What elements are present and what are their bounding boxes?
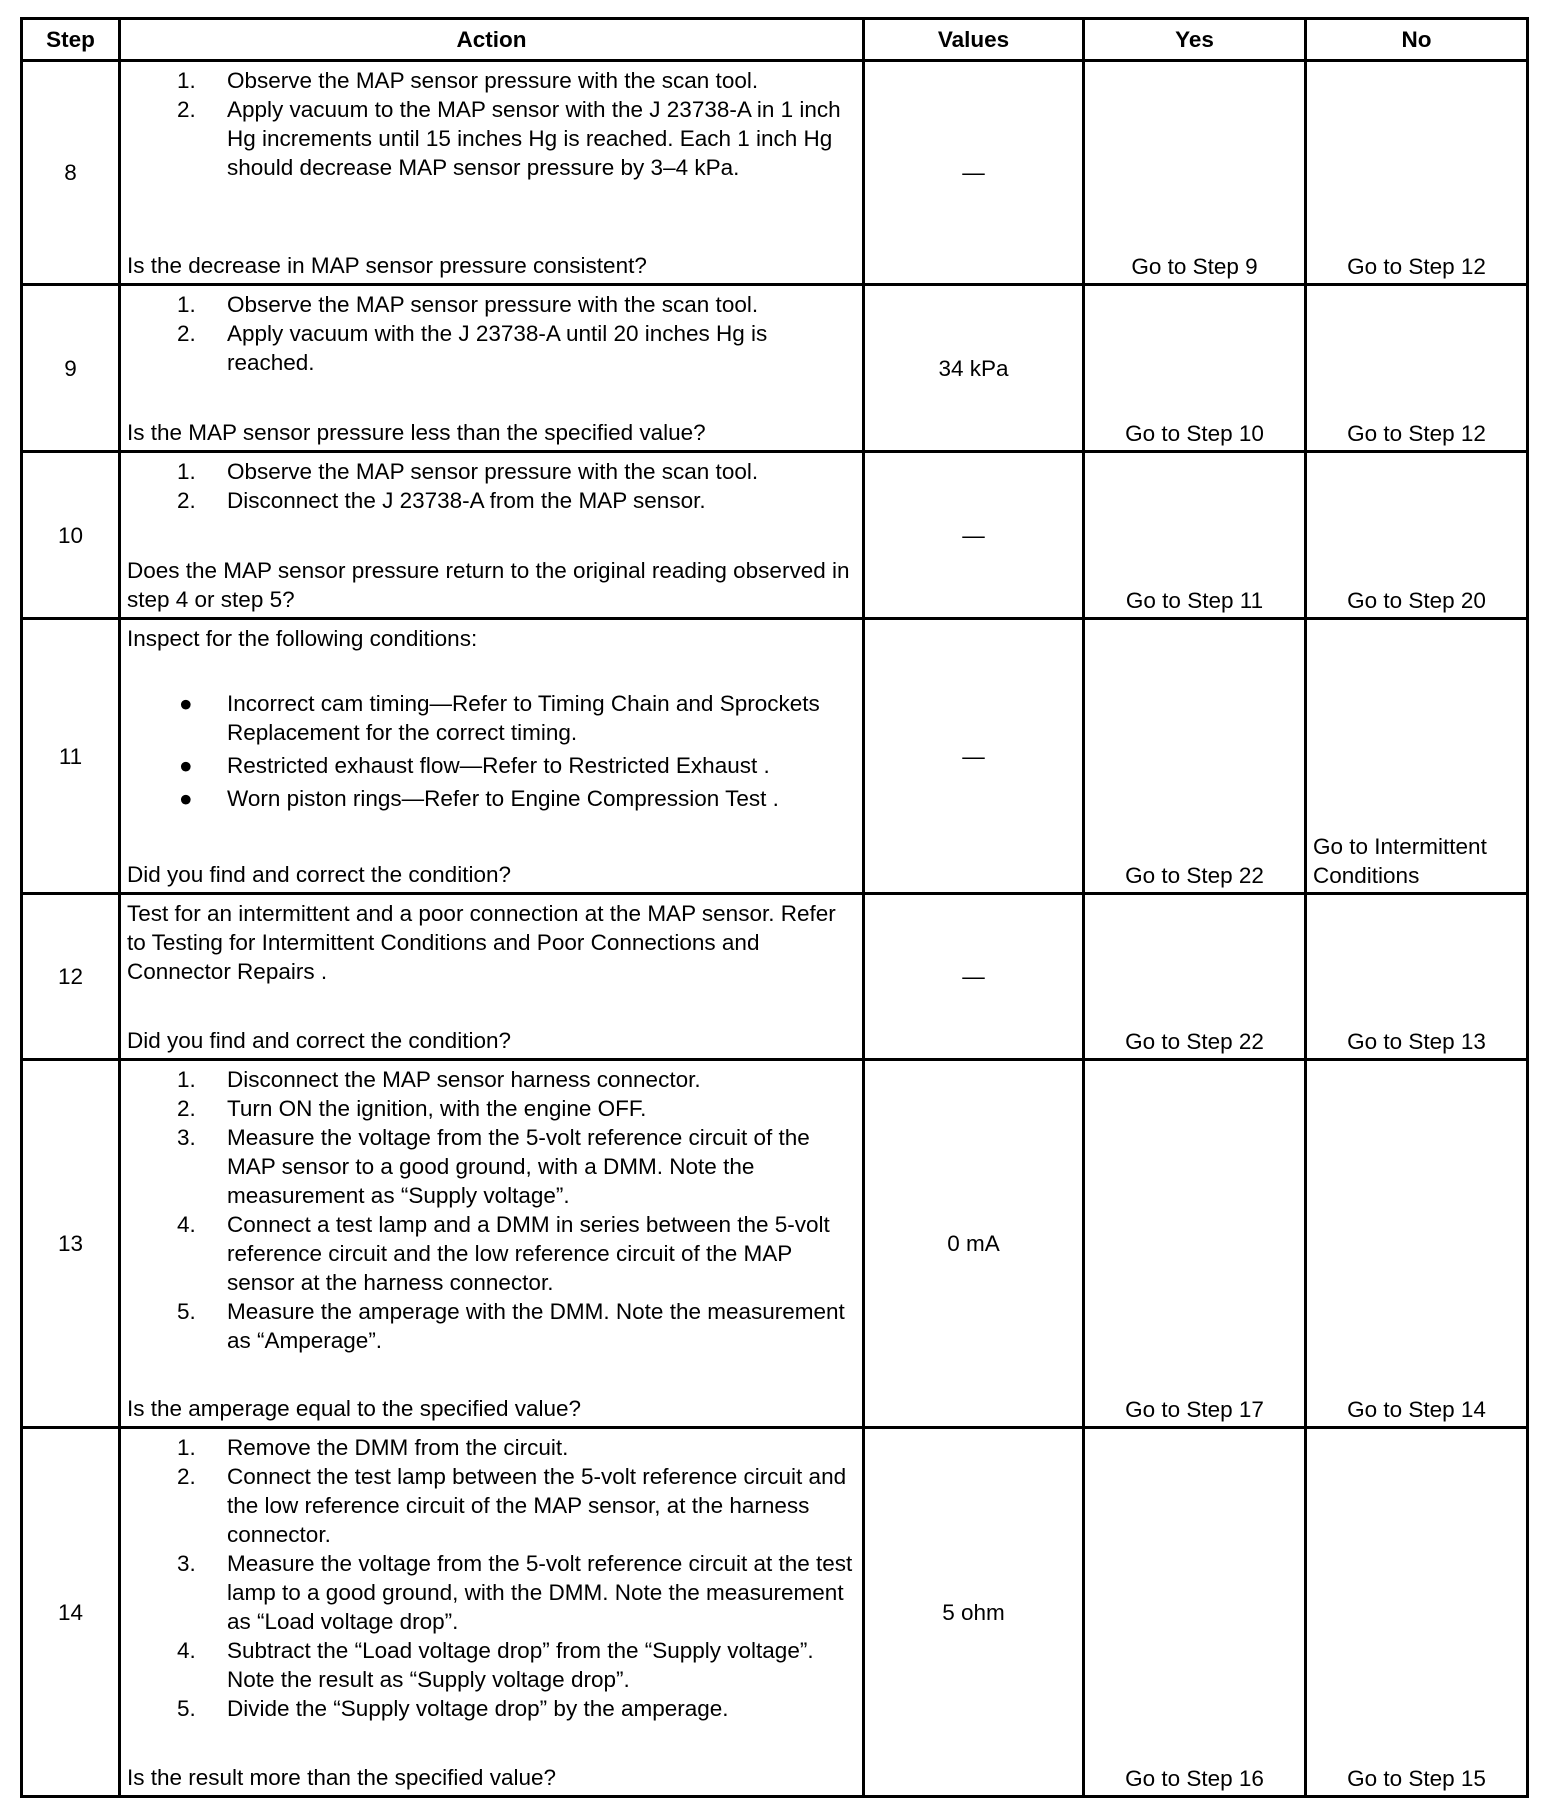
value-cell: — <box>864 452 1084 619</box>
yes-cell: Go to Step 17 <box>1084 1060 1306 1428</box>
action-question: Is the amperage equal to the specified value? <box>127 1396 582 1421</box>
yes-cell: Go to Step 10 <box>1084 285 1306 452</box>
table-row <box>22 452 1528 619</box>
action-text: Test for an intermittent and a poor connection at the MAP sensor. Refer to Testing for Intermittent Conditions and Poor Connections and Connector Repairs . <box>127 901 836 984</box>
list-item: 2. Apply vacuum with the J 23738-A until 20 inches Hg is reached. <box>177 321 768 375</box>
list-item: 4. Subtract the “Load voltage drop” from the “Supply voltage”. Note the result as “Supply voltage drop”. <box>177 1638 814 1692</box>
step-number: 8 <box>22 61 120 285</box>
action-question: Did you find and correct the condition? <box>127 1028 511 1053</box>
header-yes: Yes <box>1084 19 1306 61</box>
action-steps <box>127 66 854 182</box>
step-number: 11 <box>22 619 120 894</box>
no-cell: Go to Step 12 <box>1306 285 1528 452</box>
list-item: 1. Disconnect the MAP sensor harness connector. <box>177 1067 701 1092</box>
list-item: 1. Observe the MAP sensor pressure with the scan tool. <box>177 292 759 317</box>
table-row <box>22 1428 1528 1797</box>
list-item: 2. Turn ON the ignition, with the engine OFF. <box>177 1096 647 1121</box>
action-intro: Inspect for the following conditions: <box>127 626 478 651</box>
action-cell <box>120 61 864 285</box>
value-cell: — <box>864 894 1084 1060</box>
list-item: ● Incorrect cam timing—Refer to Timing Chain and Sprockets Replacement for the correct timing. <box>179 691 820 745</box>
list-item: ● Restricted exhaust flow—Refer to Restricted Exhaust . <box>179 753 770 778</box>
action-cell <box>120 1428 864 1797</box>
list-item: 5. Measure the amperage with the DMM. Note the measurement as “Amperage”. <box>177 1299 845 1353</box>
header-no: No <box>1306 19 1528 61</box>
yes-cell: Go to Step 9 <box>1084 61 1306 285</box>
table-row <box>22 894 1528 1060</box>
value-cell: — <box>864 619 1084 894</box>
list-item: 3. Measure the voltage from the 5-volt reference circuit of the MAP sensor to a good ground, with a DMM. Note the measurement as “Supply voltage”. <box>177 1125 810 1208</box>
header-step: Step <box>22 19 120 61</box>
action-cell <box>120 1060 864 1428</box>
value-cell: 34 kPa <box>864 285 1084 452</box>
header-row <box>22 19 1528 61</box>
value-cell: 0 mA <box>864 1060 1084 1428</box>
list-item: 2. Disconnect the J 23738-A from the MAP sensor. <box>177 488 706 513</box>
list-item: 5. Divide the “Supply voltage drop” by the amperage. <box>177 1696 729 1721</box>
action-cell <box>120 619 864 894</box>
no-cell: Go to Step 12 <box>1306 61 1528 285</box>
table-row <box>22 619 1528 894</box>
list-item: 1. Observe the MAP sensor pressure with the scan tool. <box>177 68 759 93</box>
action-cell <box>120 285 864 452</box>
action-cell <box>120 452 864 619</box>
step-number: 10 <box>22 452 120 619</box>
action-question: Does the MAP sensor pressure return to the original reading observed in step 4 or step 5? <box>127 558 850 612</box>
action-question: Is the MAP sensor pressure less than the specified value? <box>127 420 706 445</box>
step-number: 14 <box>22 1428 120 1797</box>
action-steps <box>127 1433 854 1723</box>
list-item: 4. Connect a test lamp and a DMM in series between the 5-volt reference circuit and the low reference circuit of the MAP sensor at the harness connector. <box>177 1212 830 1295</box>
list-item: 2. Apply vacuum to the MAP sensor with the J 23738-A in 1 inch Hg increments until 15 inches Hg is reached. Each 1 inch Hg should decrease MAP sensor pressure by 3–4 kPa. <box>177 97 841 180</box>
condition-list <box>127 689 854 813</box>
header-action: Action <box>120 19 864 61</box>
yes-cell: Go to Step 22 <box>1084 619 1306 894</box>
action-cell <box>120 894 864 1060</box>
step-number: 13 <box>22 1060 120 1428</box>
step-number: 12 <box>22 894 120 1060</box>
no-cell: Go to Intermittent Conditions <box>1306 619 1528 894</box>
header-values: Values <box>864 19 1084 61</box>
yes-cell: Go to Step 22 <box>1084 894 1306 1060</box>
table-row <box>22 285 1528 452</box>
table-row <box>22 61 1528 285</box>
value-cell: 5 ohm <box>864 1428 1084 1797</box>
list-item: 3. Measure the voltage from the 5-volt reference circuit at the test lamp to a good ground, with the DMM. Note the measurement as “Load voltage drop”. <box>177 1551 853 1634</box>
yes-cell: Go to Step 16 <box>1084 1428 1306 1797</box>
yes-cell: Go to Step 11 <box>1084 452 1306 619</box>
action-question: Is the result more than the specified value? <box>127 1765 556 1790</box>
list-item: 2. Connect the test lamp between the 5-volt reference circuit and the low reference circuit of the MAP sensor, at the harness connector. <box>177 1464 847 1547</box>
action-question: Is the decrease in MAP sensor pressure consistent? <box>127 253 647 278</box>
diagnostic-table <box>20 17 1529 1798</box>
list-item: ● Worn piston rings—Refer to Engine Compression Test . <box>179 786 779 811</box>
action-steps <box>127 1065 854 1355</box>
action-question: Did you find and correct the condition? <box>127 862 511 887</box>
list-item: 1. Remove the DMM from the circuit. <box>177 1435 569 1460</box>
no-cell: Go to Step 13 <box>1306 894 1528 1060</box>
table-row <box>22 1060 1528 1428</box>
action-steps <box>127 457 854 515</box>
action-steps <box>127 290 854 377</box>
step-number: 9 <box>22 285 120 452</box>
no-cell: Go to Step 14 <box>1306 1060 1528 1428</box>
no-cell: Go to Step 15 <box>1306 1428 1528 1797</box>
value-cell: — <box>864 61 1084 285</box>
list-item: 1. Observe the MAP sensor pressure with the scan tool. <box>177 459 759 484</box>
no-cell: Go to Step 20 <box>1306 452 1528 619</box>
